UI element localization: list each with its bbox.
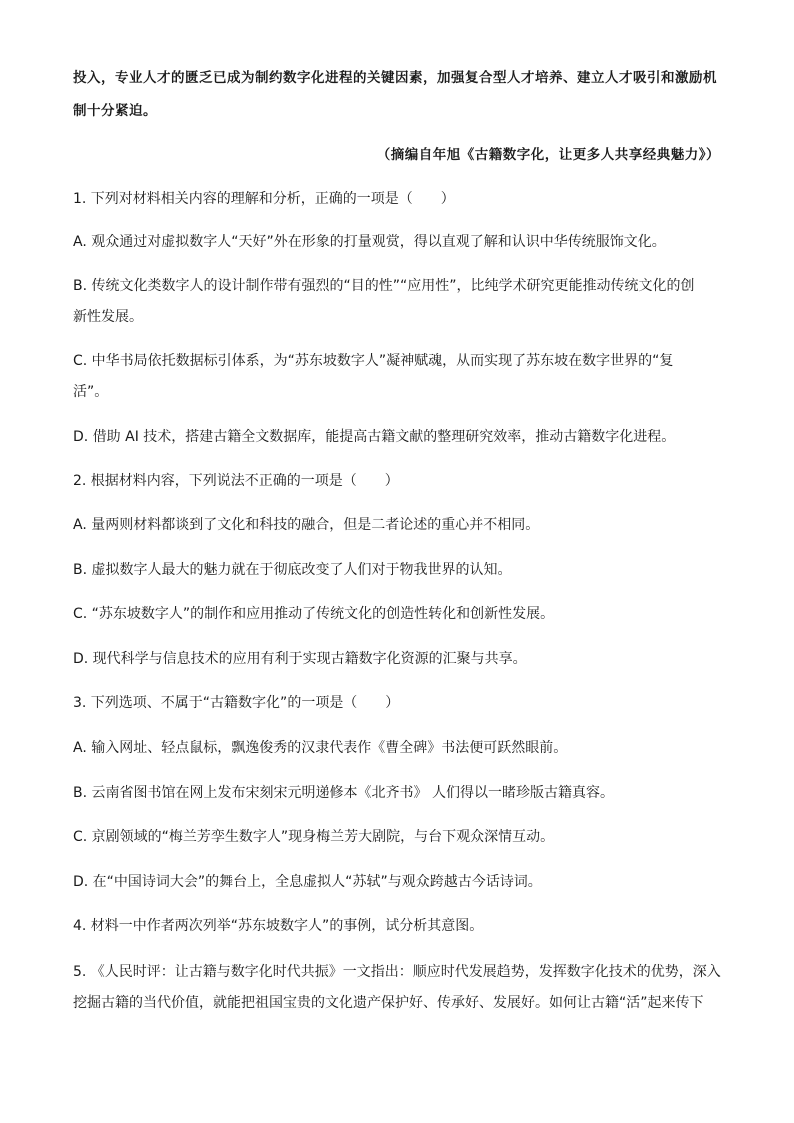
source-citation: （摘编自年旭《古籍数字化，让更多人共享经典魅力》） (376, 147, 720, 163)
question-2-option-b: B. 虚拟数字人最大的魅力就在于彻底改变了人们对于物我世界的认知。 (73, 562, 512, 578)
question-1-option-a: A. 观众通过对虚拟数字人“天好”外在形象的打量观赏，得以直观了解和认识中华传统服饰文化。 (73, 234, 666, 250)
question-2-option-c: C. “苏东坡数字人”的制作和应用推动了传统文化的创造性转化和创新性发展。 (73, 606, 555, 622)
intro-line-2: 制十分紧迫。 (73, 103, 157, 119)
question-2-stem: 2. 根据材料内容，下列说法不正确的一项是（ ） (73, 473, 399, 489)
question-3-option-c: C. 京剧领域的“梅兰芳孪生数字人”现身梅兰芳大剧院，与台下观众深情互动。 (73, 829, 555, 845)
question-1-stem: 1. 下列对材料相关内容的理解和分析，正确的一项是（ ） (73, 191, 455, 207)
question-3-stem: 3. 下列选项、不属于“古籍数字化”的一项是（ ） (73, 695, 400, 711)
question-4-stem: 4. 材料一中作者两次列举“苏东坡数字人”的事例，试分析其意图。 (73, 918, 484, 934)
question-2-option-a: A. 量两则材料都谈到了文化和科技的融合，但是二者论述的重心并不相同。 (73, 517, 540, 533)
question-1-option-b: B. 传统文化类数字人的设计制作带有强烈的“目的性”“应用性”，比纯学术研究更能推动传统文化的创 (73, 278, 695, 294)
question-3-option-a: A. 输入网址、轻点鼠标，飘逸俊秀的汉隶代表作《曹全碑》书法便可跃然眼前。 (73, 740, 568, 756)
question-5-stem-line-2: 挖掘古籍的当代价值，就能把祖国宝贵的文化遗产保护好、传承好、发展好。如何让古籍“活”起来传下 (73, 995, 704, 1011)
question-2-option-d: D. 现代科学与信息技术的应用有利于实现古籍数字化资源的汇聚与共享。 (73, 651, 527, 667)
question-1-option-b-cont: 新性发展。 (73, 309, 143, 325)
question-1-option-c: C. 中华书局依托数据标引体系，为“苏东坡数字人”凝神赋魂，从而实现了苏东坡在数字世界的“复 (73, 353, 674, 369)
question-3-option-b: B. 云南省图书馆在网上发布宋刻宋元明递修本《北齐书》 人们得以一睹珍版古籍真容。 (73, 785, 614, 801)
question-5-stem-line-1: 5. 《人民时评：让古籍与数字化时代共振》一文指出：顺应时代发展趋势，发挥数字化技术的优势，深入 (73, 964, 721, 980)
question-3-option-d: D. 在“中国诗词大会”的舞台上，全息虚拟人“苏轼”与观众跨越古今话诗词。 (73, 874, 542, 890)
question-1-option-d: D. 借助 AI 技术，搭建古籍全文数据库，能提高古籍文献的整理研究效率，推动古籍数字化进程。 (73, 429, 676, 445)
intro-line-1: 投入，专业人才的匮乏已成为制约数字化进程的关键因素，加强复合型人才培养、建立人才吸引和激励机 (73, 70, 717, 86)
question-1-option-c-cont: 活”。 (73, 384, 109, 400)
